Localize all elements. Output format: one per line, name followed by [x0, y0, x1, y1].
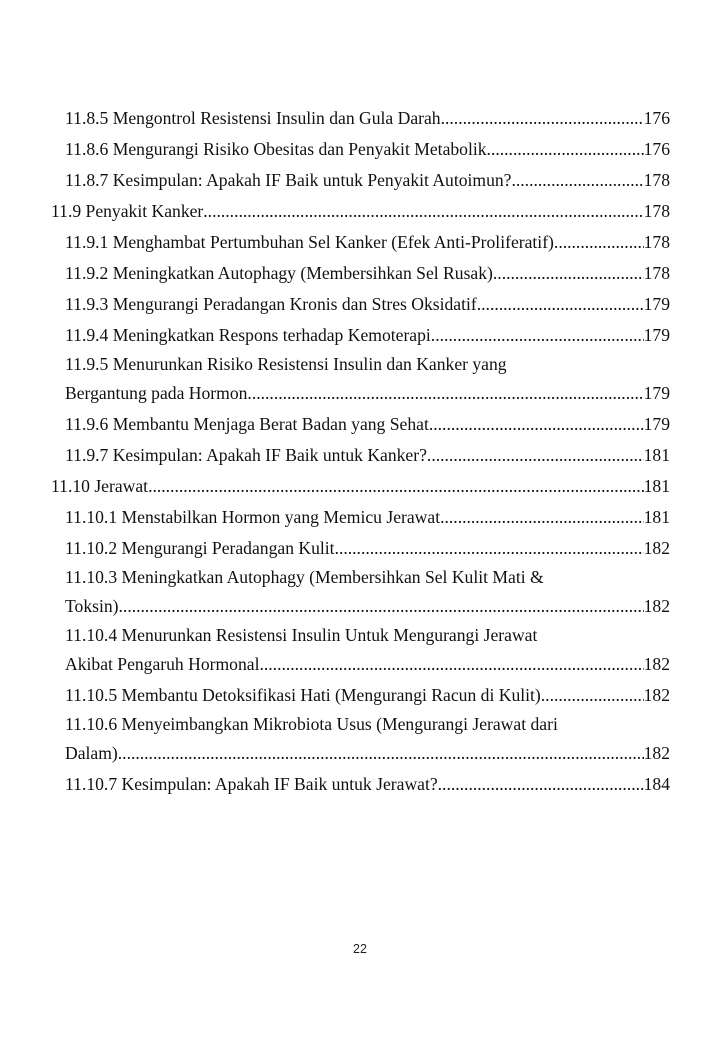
toc-page-number: 181 [643, 476, 670, 496]
toc-entry-title-continued: Dalam) [65, 743, 118, 763]
toc-entry[interactable] [0, 351, 670, 409]
dot-leader [477, 289, 644, 320]
dot-leader [554, 227, 644, 258]
toc-entry[interactable] [0, 227, 670, 258]
dot-leader [118, 738, 644, 769]
toc-entry-title: 11.10.4 Menurunkan Resistensi Insulin Untuk Mengurangi Jerawat [65, 625, 538, 645]
toc-page-number: 178 [643, 201, 670, 221]
dot-leader [427, 440, 644, 471]
dot-leader [148, 471, 644, 502]
toc-entry-title: 11.8.5 Mengontrol Resistensi Insulin dan Gula Darah [65, 108, 441, 128]
toc-entry-title: 11.9.2 Meningkatkan Autophagy (Membersihkan Sel Rusak) [65, 263, 493, 283]
toc-page-number: 182 [643, 538, 670, 558]
toc-entry-title-continued: Bergantung pada Hormon [65, 383, 248, 403]
toc-entry[interactable] [0, 320, 670, 351]
dot-leader [247, 378, 643, 409]
dot-leader [440, 502, 644, 533]
toc-page-number: 179 [643, 325, 670, 345]
toc-entry[interactable] [0, 103, 670, 134]
toc-entry-title-continued: Toksin) [65, 596, 119, 616]
toc-page-number: 182 [643, 654, 670, 674]
dot-leader [335, 533, 644, 564]
toc-entry-title: 11.10.5 Membantu Detoksifikasi Hati (Mengurangi Racun di Kulit) [65, 685, 541, 705]
toc-page-number: 179 [643, 414, 670, 434]
toc-entry[interactable] [0, 564, 670, 622]
toc-entry-title: 11.9.6 Membantu Menjaga Berat Badan yang Sehat [65, 414, 429, 434]
toc-entry-title-continued: Akibat Pengaruh Hormonal [65, 654, 260, 674]
toc-entry-title: 11.9.3 Mengurangi Peradangan Kronis dan Stres Oksidatif [65, 294, 477, 314]
toc-entry-title: 11.10.7 Kesimpulan: Apakah IF Baik untuk Jerawat? [65, 774, 438, 794]
dot-leader [259, 649, 643, 680]
toc-page-number: 178 [643, 263, 670, 283]
toc-entry-title: 11.8.7 Kesimpulan: Apakah IF Baik untuk Penyakit Autoimun? [65, 170, 512, 190]
toc-page-number: 182 [643, 596, 670, 616]
toc-page-number: 181 [643, 507, 670, 527]
toc-section[interactable] [0, 471, 670, 502]
toc-entry-title: 11.10.6 Menyeimbangkan Mikrobiota Usus (Mengurangi Jerawat dari [65, 714, 558, 734]
toc-entry[interactable] [0, 165, 670, 196]
toc-entry-title: 11.9.4 Meningkatkan Respons terhadap Kemoterapi [65, 325, 431, 345]
toc-page-number: 182 [643, 685, 670, 705]
dot-leader [119, 591, 644, 622]
toc-entry-title: 11.8.6 Mengurangi Risiko Obesitas dan Penyakit Metabolik [65, 139, 487, 159]
dot-leader [431, 320, 644, 351]
toc-section-title: 11.9 Penyakit Kanker [51, 201, 204, 221]
toc-page-number: 178 [643, 170, 670, 190]
toc-entry[interactable] [0, 533, 670, 564]
page-number: 22 [353, 942, 367, 956]
toc-page-number: 176 [643, 108, 670, 128]
toc-entry-title: 11.9.7 Kesimpulan: Apakah IF Baik untuk Kanker? [65, 445, 427, 465]
toc-section[interactable] [0, 196, 670, 227]
toc-page-number: 178 [643, 232, 670, 252]
toc-entry[interactable] [0, 134, 670, 165]
toc-entry[interactable] [0, 769, 670, 800]
toc-entry[interactable] [0, 440, 670, 471]
toc-entry[interactable] [0, 289, 670, 320]
toc-entry[interactable] [0, 258, 670, 289]
toc-page-number: 176 [643, 139, 670, 159]
toc-entry-title: 11.10.2 Mengurangi Peradangan Kulit [65, 538, 335, 558]
toc-page-number: 179 [643, 294, 670, 314]
toc-entry-title: 11.10.1 Menstabilkan Hormon yang Memicu Jerawat [65, 507, 441, 527]
dot-leader [203, 196, 643, 227]
toc-entry-title: 11.9.5 Menurunkan Risiko Resistensi Insulin dan Kanker yang [65, 354, 507, 374]
toc-page-number: 184 [643, 774, 670, 794]
toc-entry[interactable] [0, 711, 670, 769]
toc-entry-title: 11.10.3 Meningkatkan Autophagy (Membersihkan Sel Kulit Mati & [65, 567, 544, 587]
toc-entry[interactable] [0, 502, 670, 533]
toc-page-number: 181 [643, 445, 670, 465]
table-of-contents [0, 103, 720, 800]
toc-section-title: 11.10 Jerawat [51, 476, 149, 496]
dot-leader [441, 103, 644, 134]
toc-entry[interactable] [0, 409, 670, 440]
toc-entry[interactable] [0, 622, 670, 680]
toc-entry[interactable] [0, 680, 670, 711]
toc-entry-title: 11.9.1 Menghambat Pertumbuhan Sel Kanker (Efek Anti-Proliferatif) [65, 232, 554, 252]
dot-leader [511, 165, 643, 196]
dot-leader [429, 409, 644, 440]
toc-page-number: 182 [643, 743, 670, 763]
dot-leader [541, 680, 644, 711]
dot-leader [438, 769, 644, 800]
dot-leader [493, 258, 644, 289]
dot-leader [487, 134, 644, 165]
toc-page-number: 179 [643, 383, 670, 403]
